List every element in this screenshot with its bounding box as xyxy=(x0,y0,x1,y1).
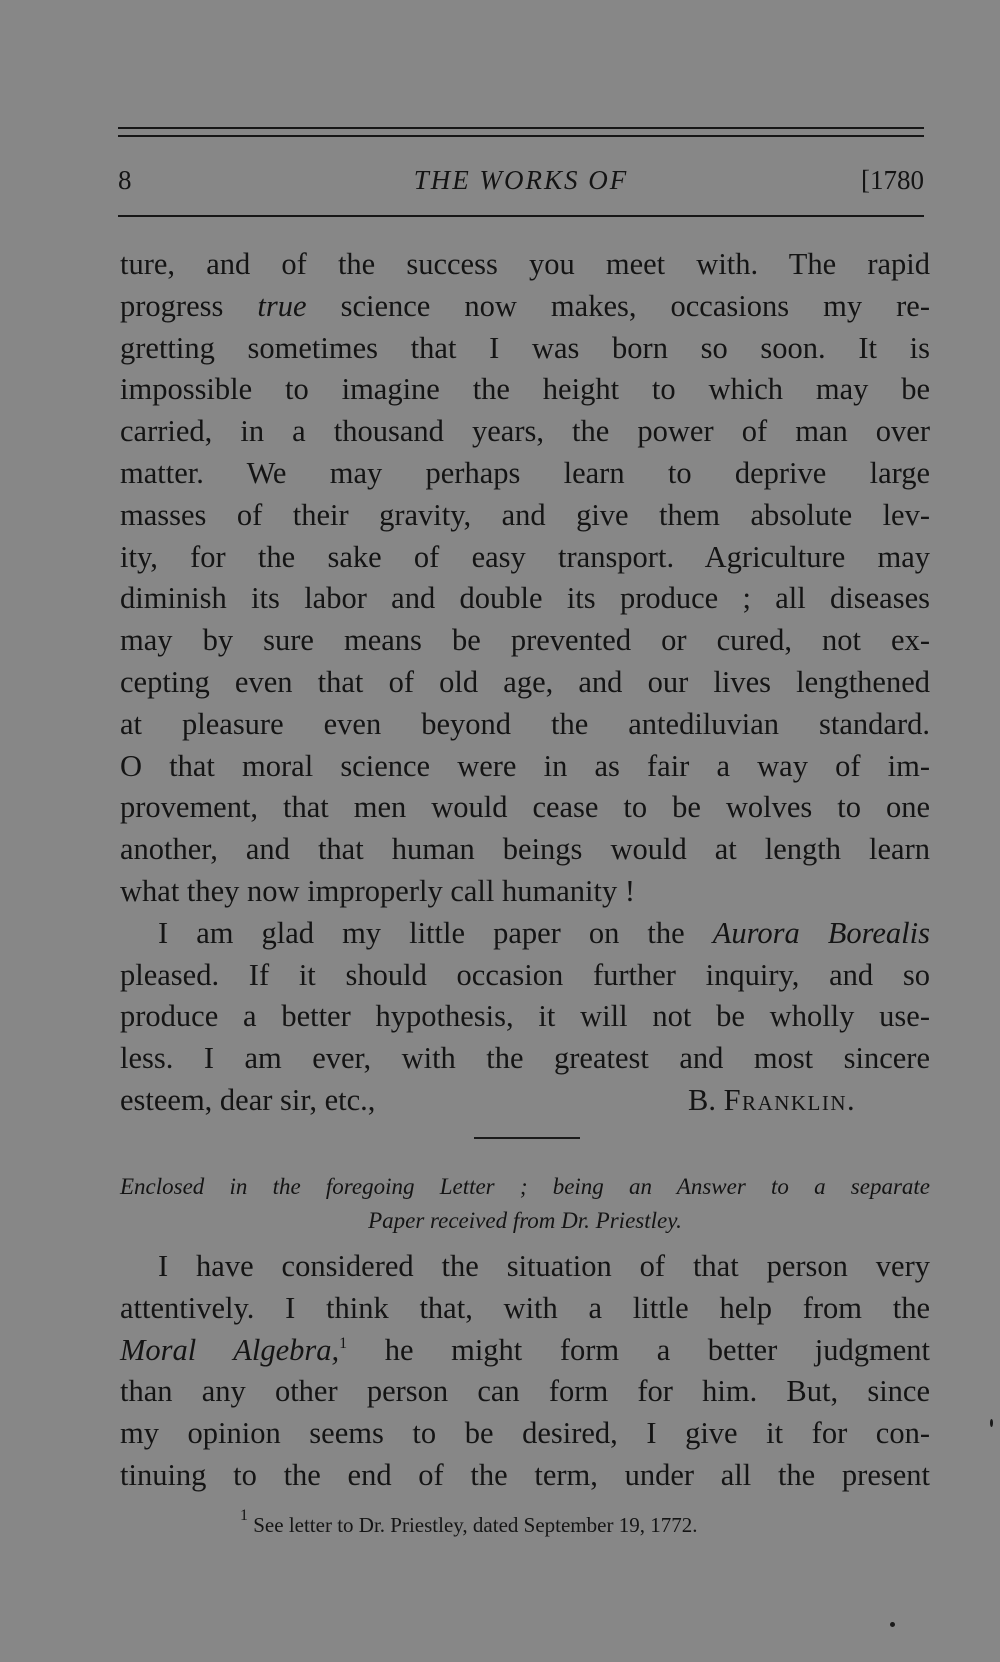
print-speck xyxy=(990,1419,993,1427)
text-line: diminish its labor and double its produce ; all diseases xyxy=(120,581,930,616)
enclosure-caption xyxy=(120,1170,930,1238)
header-rule xyxy=(118,215,924,217)
text-line: tinuing to the end of the term, under all the present xyxy=(120,1457,930,1492)
footnote-marker: 1 xyxy=(339,1334,348,1352)
text-line: I have considered the situation of that person very xyxy=(158,1249,930,1283)
text-line: ture, and of the success you meet with. The rapid xyxy=(120,247,930,281)
running-title: THE WORKS OF xyxy=(413,165,629,195)
top-rule-2 xyxy=(118,135,924,137)
text-line: I am glad my little paper on the Aurora Borealis xyxy=(158,915,930,950)
page-header xyxy=(118,160,924,200)
text-line: gretting sometimes that I was born so soon. It is xyxy=(120,330,930,365)
italic-title: Moral Algebra, xyxy=(120,1332,340,1367)
italic-title: Aurora Borealis xyxy=(712,915,930,950)
text-line: produce a better hypothesis, it will not be wholly use- xyxy=(120,999,930,1034)
signature: B. Franklin. xyxy=(688,1082,857,1117)
text-line: my opinion seems to be desired, I give it for con- xyxy=(120,1416,930,1451)
text-line: what they now improperly call humanity ! xyxy=(120,873,635,908)
text-line: provement, that men would cease to be wolves to one xyxy=(120,790,930,825)
print-speck xyxy=(890,1622,895,1627)
enclosure-body xyxy=(120,1246,930,1497)
italic-word: true xyxy=(257,288,307,323)
caption-line: Enclosed in the foregoing Letter ; being an Answer to a separate xyxy=(120,1174,930,1199)
text-line: matter. We may perhaps learn to deprive large xyxy=(120,455,930,490)
closing: esteem, dear sir, etc., xyxy=(120,1082,376,1117)
text-line: another, and that human beings would at length learn xyxy=(120,832,930,867)
text-line: progress true science now makes, occasions my re- xyxy=(120,288,931,323)
text-line: cepting even that of old age, and our lives lengthened xyxy=(120,664,930,699)
caption-line: Paper received from Dr. Priestley. xyxy=(368,1208,682,1233)
text-line: attentively. I think that, with a little help from the xyxy=(120,1290,930,1325)
text-line: less. I am ever, with the greatest and most sincere xyxy=(120,1041,930,1076)
page-number: 8 xyxy=(118,165,132,195)
top-rule-1 xyxy=(118,127,924,129)
text-line: at pleasure even beyond the antediluvian standard. xyxy=(120,706,930,741)
footnote-text: See letter to Dr. Priestley, dated September 19, 1772. xyxy=(253,1513,698,1537)
text-line: pleased. If it should occasion further inquiry, and so xyxy=(120,957,930,992)
closing-line xyxy=(120,1080,930,1122)
text-line: than any other person can form for him. But, since xyxy=(120,1374,930,1409)
text-line: masses of their gravity, and give them absolute lev- xyxy=(120,497,930,532)
header-year: [1780 xyxy=(861,165,924,195)
text-line: O that moral science were in as fair a way of im- xyxy=(120,748,930,783)
section-divider xyxy=(474,1137,580,1139)
text-line: Moral Algebra,$^1$ he might form a better judgment xyxy=(120,1332,931,1367)
text-line: ity, for the sake of easy transport. Agriculture may xyxy=(120,539,930,574)
footnote-number: 1 xyxy=(240,1507,248,1524)
footnote xyxy=(240,1507,698,1540)
text-line: may by sure means be prevented or cured, not ex- xyxy=(120,623,930,658)
text-line: carried, in a thousand years, the power of man over xyxy=(120,414,930,449)
text-line: impossible to imagine the height to which may be xyxy=(120,372,930,407)
letter-body xyxy=(120,244,930,1122)
